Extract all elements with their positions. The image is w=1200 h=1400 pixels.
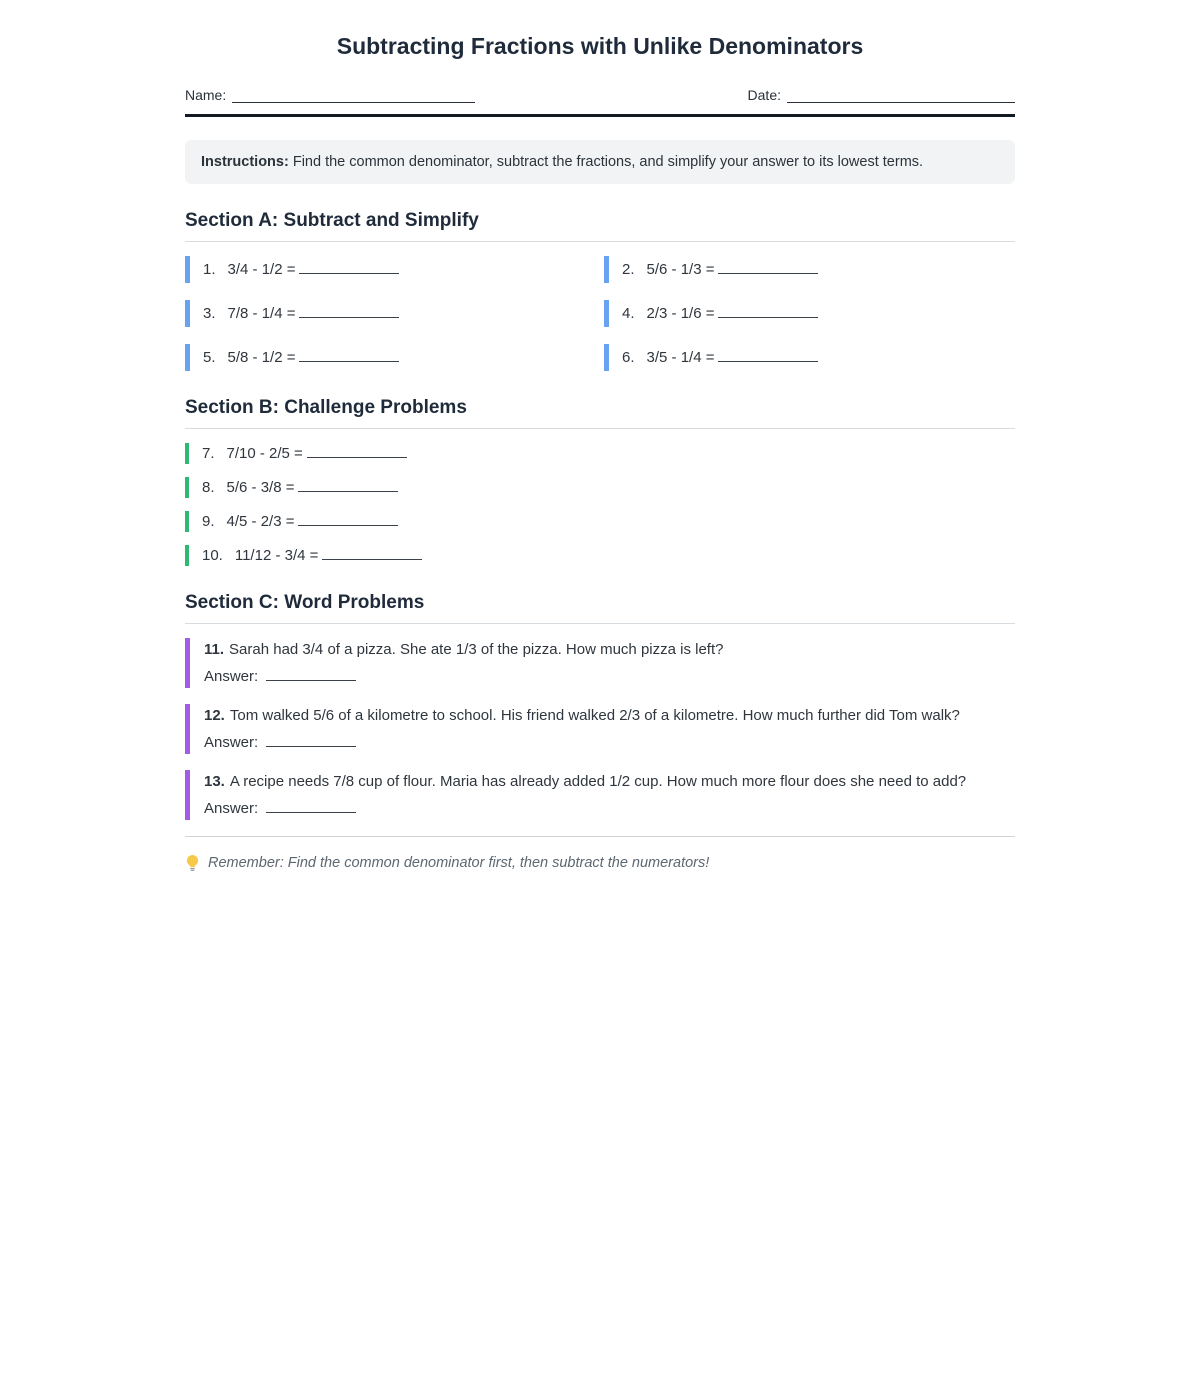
section-a-heading: Section A: Subtract and Simplify [185,210,1015,242]
problem-text: A recipe needs 7/8 cup of flour. Maria has already added 1/2 cup. How much more flour does she need to add? [229,773,967,790]
date-field [748,87,1015,103]
page-title: Subtracting Fractions with Unlike Denominators [336,33,864,59]
problem-expression: 5/6 - 1/3 = [646,261,715,278]
problem-row-4 [604,300,1015,327]
problem-number: 4. [622,305,635,322]
problem-row-7 [185,443,1015,464]
problem-expression: 3/4 - 1/2 = [227,261,296,278]
problem-expression: 2/3 - 1/6 = [646,305,715,322]
word-problem-13 [185,770,1015,820]
problem-number: 6. [622,349,635,366]
section-c-heading: Section C: Word Problems [185,592,1015,624]
name-label: Name: [185,87,227,103]
answer-blank[interactable] [266,668,356,681]
footer-divider [185,836,1015,837]
answer-blank[interactable] [299,261,399,274]
answer-blank[interactable] [718,261,818,274]
problem-expression: 7/8 - 1/4 = [227,305,296,322]
answer-blank[interactable] [266,734,356,747]
problem-number: 3. [203,305,216,322]
problem-number: 12. [204,707,225,724]
problem-text: Sarah had 3/4 of a pizza. She ate 1/3 of the pizza. How much pizza is left? [229,641,724,658]
lightbulb-icon [185,854,200,872]
answer-blank[interactable] [266,800,356,813]
answer-blank[interactable] [298,479,398,492]
name-date-row [185,87,1015,103]
answer-blank[interactable] [298,513,398,526]
section-a-problems [185,256,1015,371]
problem-row-10 [185,545,1015,566]
problem-text: Tom walked 5/6 of a kilometre to school. His friend walked 2/3 of a kilometre. How much further did Tom walk? [229,707,960,724]
answer-label: Answer: [204,800,259,817]
problem-expression: 11/12 - 3/4 = [234,547,319,564]
problem-row-9 [185,511,1015,532]
problem-expression: 7/10 - 2/5 = [226,445,303,462]
section-b-heading: Section B: Challenge Problems [185,397,1015,429]
problem-number: 7. [202,445,215,462]
problem-number: 10. [202,547,223,564]
answer-blank[interactable] [718,349,818,362]
instructions-text: Find the common denominator, subtract the fractions, and simplify your answer to its lowest terms. [288,154,924,170]
problem-number: 2. [622,261,635,278]
footer-tip-text: Remember: Find the common denominator first, then subtract the numerators! [208,855,710,871]
answer-blank[interactable] [307,445,407,458]
word-problem-answer-row [204,734,1015,751]
word-problem-12 [185,704,1015,754]
date-label: Date: [747,87,781,103]
footer-tip [185,854,1015,872]
answer-blank[interactable] [322,547,422,560]
name-field [185,87,475,103]
header-divider [185,114,1015,117]
answer-blank[interactable] [299,349,399,362]
word-problem-answer-row [204,800,1015,817]
date-input-line[interactable] [787,88,1015,103]
problem-row-2 [604,256,1015,283]
problem-expression: 5/8 - 1/2 = [227,349,296,366]
problem-row-8 [185,477,1015,498]
instructions-box [185,140,1015,184]
problem-expression: 5/6 - 3/8 = [226,479,295,496]
problem-number: 5. [203,349,216,366]
answer-label: Answer: [204,668,259,685]
problem-row-1 [185,256,596,283]
problem-row-3 [185,300,596,327]
problem-expression: 4/5 - 2/3 = [226,513,295,530]
problem-row-6 [604,344,1015,371]
problem-number: 13. [204,773,225,790]
word-problem-question [204,707,1015,724]
word-problem-answer-row [204,668,1015,685]
problem-row-5 [185,344,596,371]
answer-label: Answer: [204,734,259,751]
problem-number: 11. [204,641,225,658]
answer-blank[interactable] [299,305,399,318]
problem-number: 8. [202,479,215,496]
problem-number: 9. [202,513,215,530]
instructions-label: Instructions: [201,154,289,170]
name-input-line[interactable] [232,88,475,103]
word-problem-11 [185,638,1015,688]
problem-number: 1. [203,261,216,278]
section-c-problems [185,638,1015,820]
word-problem-question [204,773,1015,790]
answer-blank[interactable] [718,305,818,318]
worksheet-page [185,0,1015,872]
word-problem-question [204,641,1015,658]
problem-expression: 3/5 - 1/4 = [646,349,715,366]
section-b-problems [185,443,1015,566]
